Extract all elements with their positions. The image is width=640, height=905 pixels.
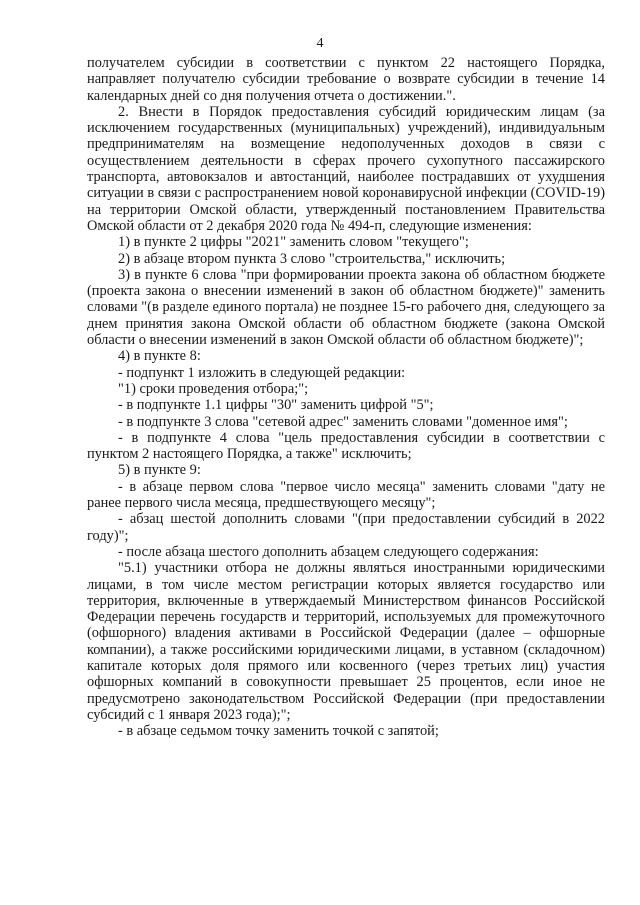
paragraph-item-5-seventh: - в абзаце седьмом точку заменить точкой с запятой; xyxy=(118,723,439,740)
paragraph-item-4-sub-1-1: - в подпункте 1.1 цифры "30" заменить цифрой "5"; xyxy=(118,397,434,414)
paragraph-item-4-quote: "1) сроки проведения отбора;"; xyxy=(118,380,309,397)
page-number: 4 xyxy=(316,36,324,51)
paragraph-item-4: 4) в пункте 8: xyxy=(118,348,201,365)
paragraph-item-5: 5) в пункте 9: xyxy=(118,462,201,479)
paragraph-item-1: 1) в пункте 2 цифры "2021" заменить словом "текущего"; xyxy=(118,234,469,251)
paragraph-item-4-sub-1: - подпункт 1 изложить в следующей редакции: xyxy=(118,364,406,381)
paragraph-amendment-2: 2. Внести в Порядок предоставления субсидий юридическим лицам (за исключением государственных (муниципальных) учреждений), индивидуальным предпринимателям на возмещение недополученных доходов в связи с осуществлением деятельности в сферах прочего сухопутного пассажирского транспорта, автовокзалов и автостанций, наиболее пострадавших от ухудшения ситуации в связи с распространением новой коронавирусной инфекции (COVID-19) на территории Омской области, утвержденный постановлением Правительства Омской области от 2 декабря 2020 года № 494-п, следующие изменения: xyxy=(87,103,605,234)
paragraph-item-5-sixth: - абзац шестой дополнить словами "(при предоставлении субсидий в 2022 году)"; xyxy=(87,511,605,544)
document-body xyxy=(87,55,605,739)
paragraph-item-4-sub-4: - в подпункте 4 слова "цель предоставления субсидии в соответствии с пунктом 2 настоящего Порядка, а также" исключить; xyxy=(87,429,605,463)
paragraph-item-4-sub-3: - в подпункте 3 слова "сетевой адрес" заменить словами "доменное имя"; xyxy=(118,413,568,430)
paragraph-item-5-first: - в абзаце первом слова "первое число месяца" заменить словами "дату не ранее первого числа месяца, предшествующего месяцу"; xyxy=(87,478,605,512)
paragraph-item-2: 2) в абзаце втором пункта 3 слово "строительства," исключить; xyxy=(118,250,506,267)
paragraph-item-5-after-sixth: - после абзаца шестого дополнить абзацем следующего содержания: xyxy=(118,543,539,560)
paragraph-item-5-1-quote: "5.1) участники отбора не должны являться иностранными юридическими лицами, в том числе местом регистрации которых является государство или территория, включенные в утверждаемый Министерством финансов Российской Федерации перечень государств и территорий, используемых для промежуточного (офшорного) владения активами в Российской Федерации (далее – офшорные компании), а также российскими юридическими лицами, в уставном (складочном) капитале которых доля прямого или косвенного (через третьих лиц) участия офшорных компаний в совокупности превышает 25 процентов, если иное не предусмотрено законодательством Российской Федерации (при предоставлении субсидий с 1 января 2023 года);"; xyxy=(87,560,605,723)
paragraph-item-3: 3) в пункте 6 слова "при формировании проекта закона об областном бюджете (проекта закона о внесении изменений в закон об областном бюджете)" заменить словами "(в разделе единого портала) не позднее 15-го рабочего дня, следующего за днем принятия закона Омской области об областном бюджете (закона Омской области о внесении изменений в закон Омской области об областном бюджете)"; xyxy=(87,266,605,349)
paragraph-continuation: получателем субсидии в соответствии с пунктом 22 настоящего Порядка, направляет получателю субсидии требование о возврате субсидии в течение 14 календарных дней со дня получения отчета о достижении.". xyxy=(87,55,605,104)
